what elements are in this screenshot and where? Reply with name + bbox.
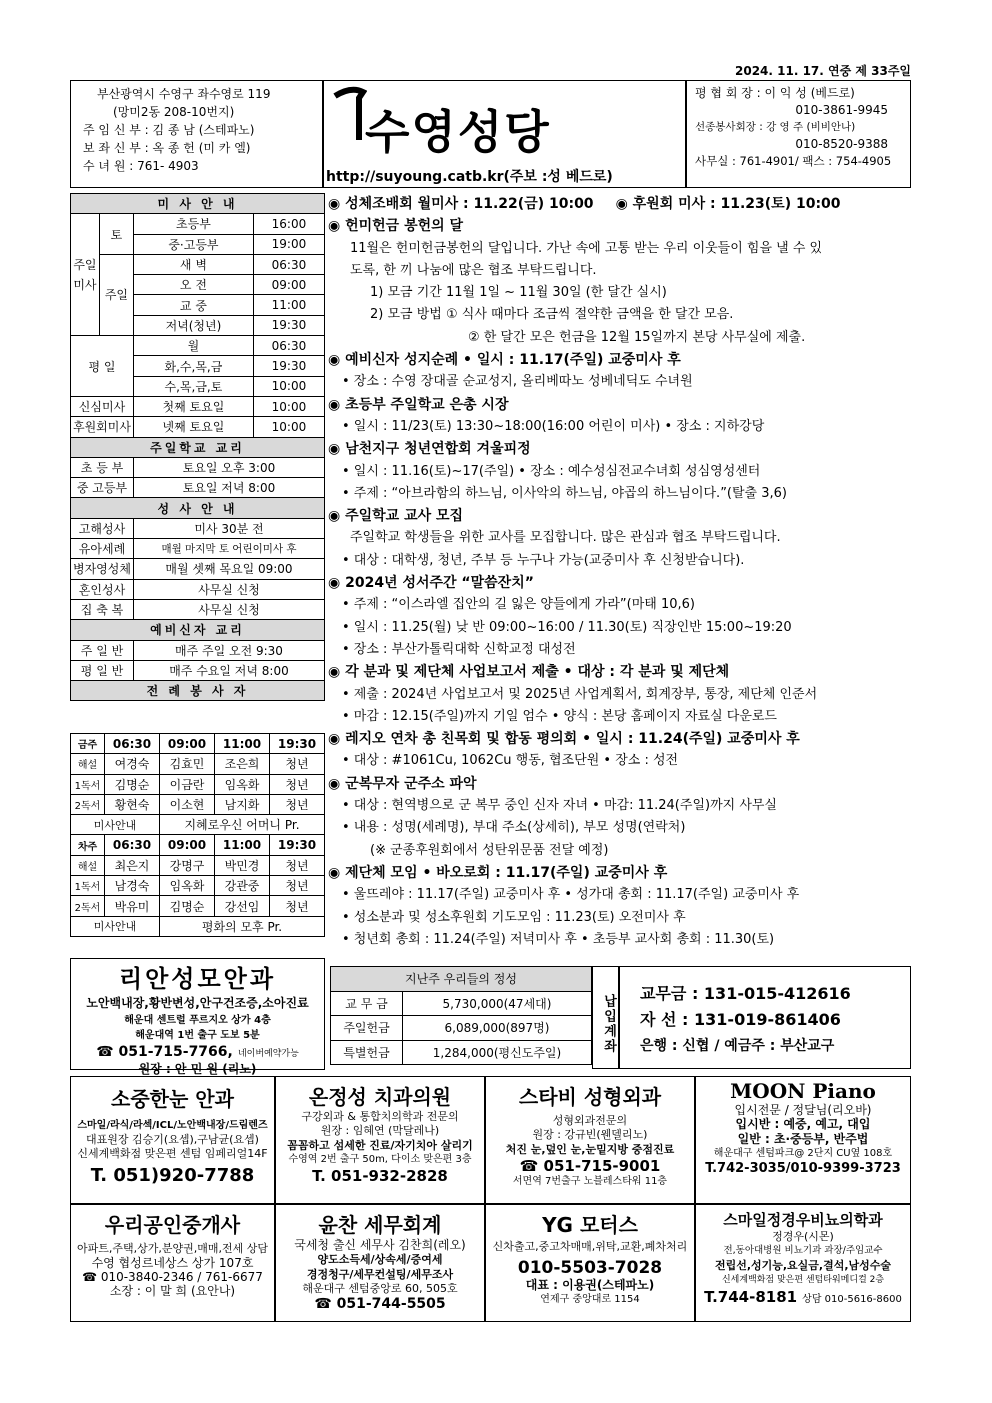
ad-line: 일반 : 초·중등부, 반주법 [737, 1132, 869, 1146]
ad-line: 입시반 : 예중, 예고, 대입 [735, 1117, 871, 1131]
sunday-mass-label: 주일미사 [71, 214, 100, 336]
clinic-name: 리안성모안과 [118, 965, 277, 993]
pastor: 주 임 신 부 : 김 종 남 (스테파노) [83, 123, 255, 137]
account-number: 131-019-861406 [694, 1010, 841, 1029]
bank-holder: 은행 : 신협 / 예금주 : 부산교구 [640, 1038, 835, 1054]
server: 강선임 [215, 896, 270, 916]
week-label: 차주 [71, 835, 105, 855]
ad-tax [275, 1204, 485, 1322]
server: 황현숙 [105, 794, 160, 814]
target-icon: ◉ [328, 775, 346, 792]
server: 청년 [270, 794, 325, 814]
ad-line: 아파트,주택,상가,분양권,매매,전세 상담 [77, 1242, 268, 1255]
mass-time: 10:00 [253, 376, 324, 396]
mass-time: 11:00 [253, 295, 324, 315]
notice-line: • 일시 : 11.25(월) 낮 반 09:00~16:00 / 11.30(토) 직장인반 15:00~19:20 [342, 619, 792, 635]
server: 박유미 [105, 896, 160, 916]
notice-line: • 일시 : 11.16(토)~17(주일) • 장소 : 예수성심전교수녀회 성심영성센터 [342, 463, 761, 479]
ad-line: 해운대구 센텀파크@ 2단지 CU옆 108호 [713, 1148, 893, 1159]
ad-line: 경정청구/세무컨설팅/세무조사 [306, 1268, 454, 1281]
council-president-phone: 010-3861-9945 [795, 103, 888, 117]
ad-line: 양도소득세/상속세/증여세 [317, 1253, 443, 1266]
notice-line: 1) 모금 기간 11월 1일 ~ 11월 30일 (한 달간 실시) [370, 285, 667, 301]
ad-phone: T.744-8181 [704, 1288, 798, 1306]
school-group: 초 등 부 [71, 457, 134, 477]
council-info [686, 80, 911, 188]
office-contact: 사무실 : 761-4901/ 팩스 : 754-4905 [695, 154, 892, 168]
notice-text: 초등부 주일학교 은총 시장 [345, 396, 509, 413]
guide-group: 평화의 모후 Pr. [160, 916, 325, 936]
ad-title: MOON Piano [730, 1079, 876, 1103]
target-icon: ◉ [615, 196, 633, 212]
ad-phone: ☎ 051-715-9001 [519, 1157, 661, 1175]
notice-line: 도록, 한 끼 나눔에 많은 협조 부탁드립니다. [350, 262, 597, 278]
ad-line: 신세계백화점 맞은편 센텀타워메디컬 2층 [721, 1275, 885, 1285]
notice-text: 예비신자 성지순례 • 일시 : 11.17(주일) 교중미사 후 [345, 352, 681, 369]
parish-logo-icon [333, 84, 367, 144]
ad-phone: T. 051-932-2828 [312, 1167, 448, 1185]
role: 해설 [71, 855, 105, 875]
catechumen-title: 예비신자 교리 [71, 620, 325, 640]
notice-line: ② 한 달간 모은 헌금을 12월 15일까지 본당 사무실에 제출. [468, 329, 806, 345]
notice-line: • 장소 : 부산가톨릭대학 신학교정 대성전 [342, 641, 576, 657]
notice-line: • 장소 : 수영 장대골 순교성지, 올리베따노 성베네딕도 수녀원 [342, 374, 693, 390]
notice-heading [328, 661, 911, 683]
guide-group: 지혜로우신 어머니 Pr. [160, 815, 325, 835]
parish-title: 수영성당 [365, 105, 551, 159]
sacrament-info: 매월 셋째 목요일 09:00 [133, 559, 324, 579]
server: 조은희 [215, 754, 270, 774]
mass-time: 06:30 [253, 254, 324, 274]
notice-line: 11월은 헌미헌금봉헌의 달입니다. 가난 속에 고통 받는 우리 이웃들이 힘을 낼 수 있 [350, 240, 823, 256]
notice-line: • 대상 : #1061Cu, 1062Cu 행동, 협조단원 • 장소 : 성전 [342, 753, 679, 769]
convent: 수 녀 원 : 761- 4903 [83, 159, 199, 173]
notice-line: • 울뜨레야 : 11.17(주일) 교중미사 후 • 성가대 총회 : 11.17(주일) 교중미사 후 [342, 887, 800, 903]
target-icon: ◉ [328, 196, 346, 212]
ad-line: 전립선,성기능,요실금,결석,남성수술 [714, 1259, 892, 1272]
ad-line: 해운대구 센텀중앙로 60, 505호 [302, 1282, 458, 1295]
offering-amount: 6,089,000(897명) [403, 1016, 592, 1041]
mass-name: 오 전 [133, 275, 253, 295]
server: 강명구 [160, 855, 215, 875]
clinic-address: 해운대 센트럴 푸르지오 상가 4층 [124, 1015, 271, 1026]
ad-line: 신세계백화점 맞은편 센텀 임페리얼14F [77, 1147, 268, 1160]
sacrament-title: 성 사 안 내 [71, 498, 325, 518]
mass-day: 첫째 토요일 [133, 396, 253, 416]
sacrament-info: 사무실 신청 [133, 579, 324, 599]
mass-name: 초등부 [133, 214, 253, 234]
notice-line: • 대상 : 현역병으로 군 복무 중인 신자 자녀 • 마감: 11.24(주일)까지 사무실 [342, 798, 777, 814]
website-url[interactable]: http://suyoung.catb.kr(주보 :성 베드로) [326, 169, 613, 185]
notice-text: 제단체 모임 • 바오로회 : 11.17(주일) 교중미사 후 [345, 864, 668, 881]
target-icon: ◉ [328, 731, 346, 748]
sacrament-name: 혼인성사 [71, 579, 134, 599]
offering-title: 지난주 우리들의 정성 [331, 967, 592, 992]
class-name: 평 일 반 [71, 660, 134, 680]
ad-title: 소중한눈 안과 [111, 1087, 234, 1111]
ad-line: 수영 협성르네상스 상가 107호 [91, 1256, 254, 1270]
server: 김효민 [160, 754, 215, 774]
time-head: 11:00 [215, 734, 270, 754]
target-icon: ◉ [328, 352, 346, 369]
ad-plastic-surgery [485, 1076, 695, 1204]
sacrament-name: 고해성사 [71, 518, 134, 538]
mass-title: 미 사 안 내 [71, 194, 325, 214]
offering-amount: 1,284,000(평신도주일) [403, 1040, 592, 1065]
notice-heading [328, 862, 911, 884]
notice-text: 성체조배회 월미사 : 11.22(금) 10:00 [345, 196, 594, 212]
ad-line: 원장 : 강규빈(웬델리노) [532, 1128, 648, 1141]
target-icon: ◉ [328, 575, 346, 592]
guide-label: 미사안내 [71, 916, 160, 936]
ad-line: 정경우(시몬) [772, 1230, 834, 1243]
server: 김명순 [160, 896, 215, 916]
notice-heading [328, 773, 911, 795]
mass-time: 09:00 [253, 275, 324, 295]
ad-phone: T.742-3035/010-9399-3723 [705, 1161, 901, 1176]
server: 청년 [270, 855, 325, 875]
notice-heading [328, 193, 911, 215]
mass-name: 월 [133, 336, 253, 356]
sacrament-name: 집 축 복 [71, 599, 134, 619]
ad-realtor [70, 1204, 275, 1322]
notice-line: • 대상 : 대학생, 청년, 주부 등 누구나 가능(교중미사 후 신청받습니다). [342, 552, 745, 568]
notice-text: 레지오 연차 총 친목회 및 합동 평의회 • 일시 : 11.24(주일) 교중미사 후 [345, 731, 800, 748]
account-type: 자 선 [640, 1010, 677, 1029]
ad-sojung-eye [70, 1076, 275, 1204]
target-icon: ◉ [328, 441, 346, 458]
time-head: 19:30 [270, 835, 325, 855]
ad-phone-2: 상담 010-5616-8600 [802, 1294, 902, 1305]
school-title: 주일학교 교리 [71, 437, 325, 457]
ad-line: 신차출고,중고차매매,위탁,교환,폐차처리 [492, 1240, 688, 1253]
notice-line: • 내용 : 성명(세례명), 부대 주소(상세히), 부모 성명(연락처) [342, 820, 686, 836]
server: 이소현 [160, 794, 215, 814]
ad-urology [695, 1204, 911, 1322]
sacrament-info: 미사 30분 전 [133, 518, 324, 538]
council-president: 평 협 회 장 : 이 익 성 (베드로) [695, 86, 855, 100]
mass-name: 화,수,목,금 [133, 356, 253, 376]
notice-line: 2) 모금 방법 ① 식사 때마다 조금씩 절약한 금액을 한 달간 모음. [370, 307, 734, 323]
account-type: 교무금 [640, 984, 687, 1003]
notice-line: • 일시 : 11/23(토) 13:30~18:00(16:00 어린이 미사) • 장소 : 지하강당 [342, 418, 765, 434]
ad-line: 국세청 출신 세무사 김찬희(레오) [294, 1238, 466, 1252]
clinic-note: 네이버예약가능 [237, 1049, 299, 1059]
server: 청년 [270, 754, 325, 774]
servers-table [70, 733, 325, 937]
server: 여경숙 [105, 754, 160, 774]
ad-line: 소장 : 이 말 희 (요안나) [109, 1284, 236, 1298]
account-number: 131-015-412616 [703, 984, 851, 1003]
server: 이금란 [160, 774, 215, 794]
class-name: 주 일 반 [71, 640, 134, 660]
notice-heading [328, 394, 911, 416]
ad-motors [485, 1204, 695, 1322]
offering-type: 주일헌금 [331, 1016, 403, 1041]
account-label: 납입계좌 [592, 966, 619, 1069]
ad-title: 우리공인중개사 [104, 1213, 241, 1237]
ad-piano [695, 1076, 911, 1204]
mass-time: 19:30 [253, 315, 324, 335]
issue-date: 2024. 11. 17. 연중 제 33주일 [735, 64, 912, 78]
target-icon: ◉ [328, 396, 346, 413]
guide-label: 미사안내 [71, 815, 160, 835]
offering-amount: 5,730,000(47세대) [403, 991, 592, 1016]
notice-heading [328, 215, 911, 237]
mass-time: 10:00 [253, 417, 324, 437]
mass-name: 수,목,금,토 [133, 376, 253, 396]
sunday-label: 주일 [99, 254, 133, 335]
ad-phone: 010-5503-7028 [517, 1258, 663, 1278]
address-line: 부산광역시 수영구 좌수영로 119 [97, 87, 271, 101]
sacrament-name: 유아세례 [71, 539, 134, 559]
server: 남지화 [215, 794, 270, 814]
ad-line: 원장 : 임혜연 (막달레나) [320, 1124, 440, 1137]
school-time: 토요일 저녁 8:00 [133, 478, 324, 498]
clinic-director: 원장 : 안 민 원 (리노) [138, 1062, 257, 1076]
notice-heading [328, 505, 911, 527]
notice-line: • 성소분과 및 성소후원회 기도모임 : 11.23(토) 오전미사 후 [342, 909, 686, 925]
mass-name: 새 벽 [133, 254, 253, 274]
clinic-directions: 해운대역 1번 출구 도보 5분 [135, 1030, 260, 1041]
server: 임옥화 [160, 876, 215, 896]
server: 청년 [270, 896, 325, 916]
mass-name: 중·고등부 [133, 234, 253, 254]
role: 2독서 [71, 896, 105, 916]
server: 박민경 [215, 855, 270, 875]
ad-line: 구강외과 & 통합치의학과 전문의 [301, 1110, 459, 1123]
target-icon: ◉ [328, 508, 346, 525]
ad-eye-clinic [70, 958, 325, 1076]
bank-accounts: 교무금 : 131-015-412616 자 선 : 131-019-861406 은행 : 신협 / 예금주 : 부산교구 [619, 966, 911, 1069]
saturday-label: 토 [99, 214, 133, 255]
mass-name: 교 중 [133, 295, 253, 315]
offering-type: 특별헌금 [331, 1040, 403, 1065]
server: 청년 [270, 876, 325, 896]
notice-text: 헌미헌금 봉헌의 달 [345, 218, 464, 235]
weekday-label: 평 일 [71, 336, 134, 397]
server: 임옥화 [215, 774, 270, 794]
notice-heading [328, 728, 911, 750]
ad-line: 서면역 7번출구 노블레스타워 11층 [512, 1176, 668, 1187]
mass-day: 넷째 토요일 [133, 417, 253, 437]
offering-type: 교 무 금 [331, 991, 403, 1016]
ad-line: 대표원장 김승기(요셉),구남균(요셉) [86, 1133, 259, 1146]
sacrament-info: 사무실 신청 [133, 599, 324, 619]
clinic-specialty: 노안백내장,황반변성,안구건조증,소아진료 [86, 996, 309, 1010]
offering-table [330, 966, 592, 1065]
ad-line: ☎ 010-3840-2346 / 761-6677 [82, 1270, 263, 1284]
notices [328, 193, 911, 951]
server: 김명순 [105, 774, 160, 794]
ad-title: 온정성 치과의원 [308, 1085, 452, 1109]
server: 남경숙 [105, 876, 160, 896]
server: 강관중 [215, 876, 270, 896]
target-icon: ◉ [328, 218, 346, 235]
sacrament-info: 매월 마지막 토 어린이미사 후 [133, 539, 324, 559]
notice-text: 각 분과 및 제단체 사업보고서 제출 • 대상 : 각 분과 및 제단체 [345, 664, 730, 681]
target-icon: ◉ [328, 664, 346, 681]
notice-text: 군복무자 군주소 파악 [345, 775, 477, 792]
notice-heading [328, 572, 911, 594]
notice-line: • 제출 : 2024년 사업보고서 및 2025년 사업계획서, 회계장부, 통장, 제단체 인준서 [342, 686, 818, 702]
ad-title: 스마일정경우비뇨의학과 [723, 1211, 883, 1229]
role: 1독서 [71, 876, 105, 896]
ad-phone: T. 051)920-7788 [90, 1165, 255, 1186]
ad-line: 꼼꼼하고 섬세한 진료/자기치아 살리기 [287, 1139, 473, 1152]
target-icon: ◉ [328, 864, 346, 881]
notice-line: • 주제 : “아브라함의 하느님, 이사악의 하느님, 야곱의 하느님이다.”(탈출 3,6) [342, 485, 787, 501]
notice-text: 후원회 미사 : 11.23(토) 10:00 [632, 196, 841, 212]
notice-line: • 마감 : 12.15(주일)까지 기일 엄수 • 양식 : 본당 홈페이지 자료실 다운로드 [342, 708, 777, 724]
time-head: 19:30 [270, 734, 325, 754]
server: 최은지 [105, 855, 160, 875]
notice-text: 2024년 성서주간 “말씀잔치” [345, 575, 534, 592]
notice-text: 남천지구 청년연합회 겨울피정 [345, 441, 531, 458]
mass-time: 19:00 [253, 234, 324, 254]
ad-title: YG 모터스 [542, 1213, 638, 1237]
parish-info [70, 80, 323, 188]
notice-heading [328, 349, 911, 371]
ad-title: 윤찬 세무회계 [318, 1213, 442, 1237]
schedule-table [70, 193, 325, 701]
servers-title: 전 례 봉 사 자 [71, 681, 325, 701]
sacrament-name: 병자영성체 [71, 559, 134, 579]
mass-name: 후원회미사 [71, 417, 134, 437]
notice-heading [328, 438, 911, 460]
role: 2독서 [71, 794, 105, 814]
funeral-chair: 선종봉사회장 : 강 영 주 (비비안나) [695, 121, 856, 133]
school-time: 토요일 오후 3:00 [133, 457, 324, 477]
clinic-phone: ☎ 051-715-7766, [96, 1044, 233, 1060]
ad-line: 성형외과전문의 [552, 1114, 628, 1127]
mass-time: 16:00 [253, 214, 324, 234]
notice-text: 주일학교 교사 모집 [345, 508, 464, 525]
school-group: 중 고등부 [71, 478, 134, 498]
mass-time: 06:30 [253, 336, 324, 356]
notice-line: • 청년회 총회 : 11.24(주일) 저녁미사 후 • 초등부 교사회 총회 : 11.30(토) [342, 931, 775, 947]
server: 청년 [270, 774, 325, 794]
time-head: 09:00 [160, 734, 215, 754]
class-time: 매주 수요일 저녁 8:00 [133, 660, 324, 680]
role: 1독서 [71, 774, 105, 794]
ad-line: 처진 눈,덮인 눈,눈밑지방 중점진료 [505, 1143, 675, 1156]
ad-line: 연제구 중앙대로 1154 [540, 1294, 640, 1305]
mass-time: 10:00 [253, 396, 324, 416]
time-head: 09:00 [160, 835, 215, 855]
mass-name: 저녁(청년) [133, 315, 253, 335]
ad-line: 대표 : 이용권(스테파노) [525, 1278, 655, 1292]
ad-line: 수영역 2번 출구 50m, 다이소 맞은편 3층 [288, 1154, 472, 1165]
notice-line: • 주제 : “이스라엘 집안의 길 잃은 양들에게 가라”(마태 10,6) [342, 597, 695, 613]
ad-line: 입시전문 / 정달님(리오바) [734, 1103, 872, 1117]
time-head: 11:00 [215, 835, 270, 855]
time-head: 06:30 [105, 734, 160, 754]
funeral-chair-phone: 010-8520-9388 [795, 137, 888, 151]
role: 해설 [71, 754, 105, 774]
notice-line: (※ 군종후원회에서 성탄위문품 전달 예정) [370, 842, 609, 858]
address-line: (망미2동 208-10번지) [113, 105, 235, 119]
time-head: 06:30 [105, 835, 160, 855]
week-label: 금주 [71, 734, 105, 754]
ad-phone: ☎ 051-744-5505 [314, 1296, 446, 1312]
class-time: 매주 주일 오전 9:30 [133, 640, 324, 660]
ad-line: 전,동아대병원 비뇨기과 과장/주임교수 [723, 1245, 883, 1256]
assistant-priest: 보 좌 신 부 : 옥 종 헌 (미 카 엘) [83, 141, 251, 155]
notice-line: 주일학교 학생들을 위한 교사를 모집합니다. 많은 관심과 협조 부탁드립니다. [350, 530, 781, 546]
mass-name: 신심미사 [71, 396, 134, 416]
mass-time: 19:30 [253, 356, 324, 376]
ad-dental [275, 1076, 485, 1204]
ad-line: 스마일/라식/라섹/ICL/노안백내장/드림렌즈 [77, 1120, 268, 1131]
ad-title: 스타비 성형외과 [518, 1085, 662, 1109]
